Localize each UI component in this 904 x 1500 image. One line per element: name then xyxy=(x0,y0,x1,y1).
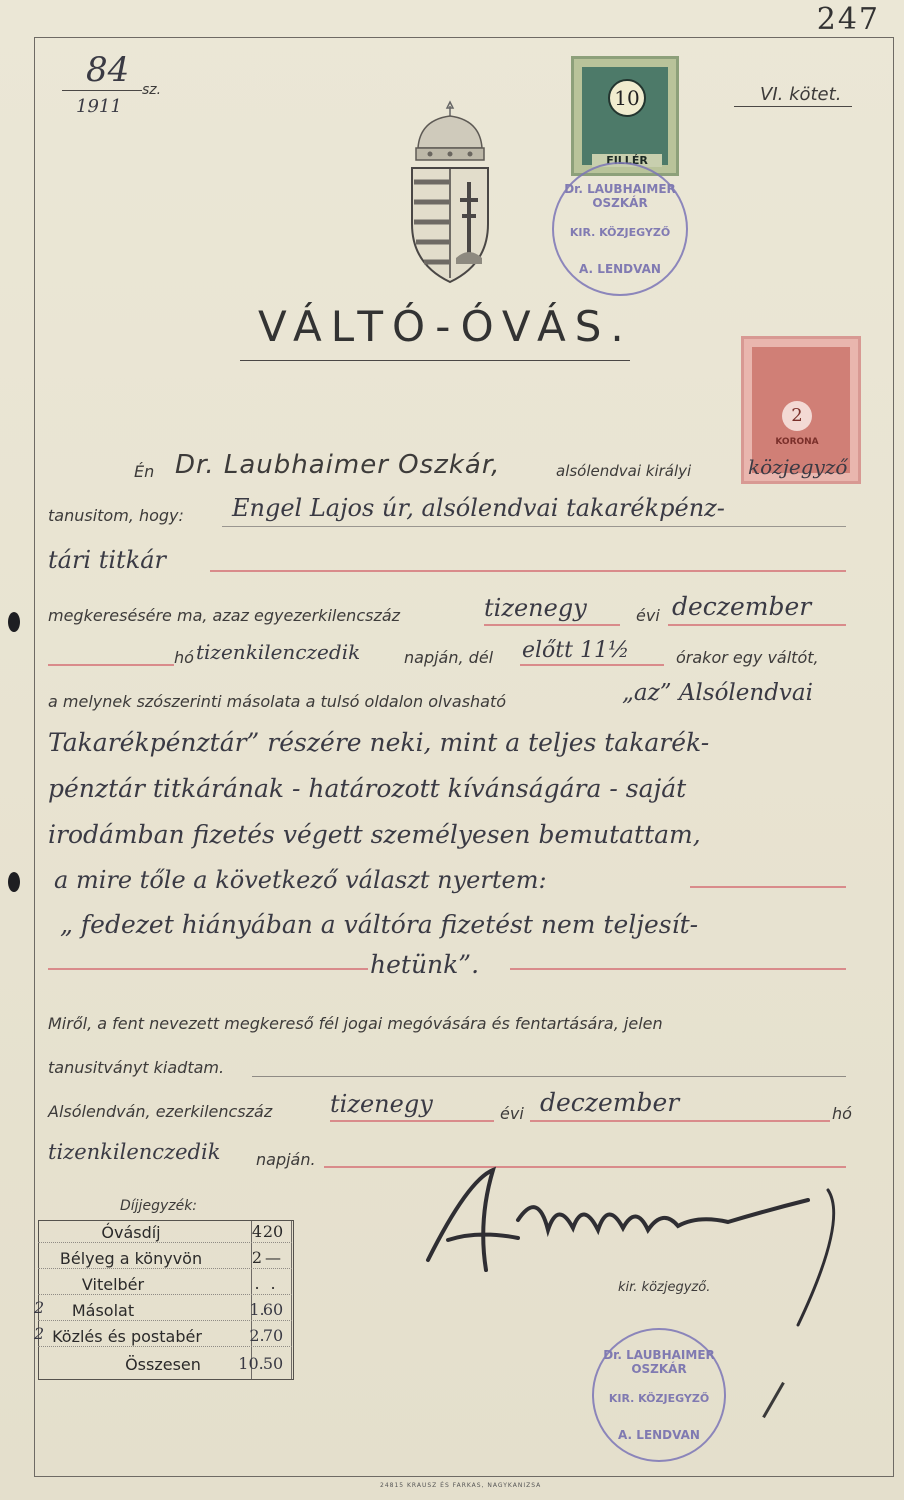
hand-year: tizenegy xyxy=(484,594,587,622)
table-row: 2 Másolat 1. 60 xyxy=(38,1298,292,1321)
text-ho: hó xyxy=(174,648,194,667)
coat-of-arms-icon xyxy=(400,96,500,292)
hand-line-12: hetünk”. xyxy=(370,950,480,979)
table-row-total: Összesen 10. 50 xyxy=(125,1354,284,1374)
signature-title: kir. közjegyző. xyxy=(618,1280,711,1295)
hand-date-day: tizenkilenczedik xyxy=(48,1140,221,1164)
hand-line-11: „ fedezet hiányában a váltóra fizetést nem teljesít- xyxy=(60,910,699,939)
text-place-ho: hó xyxy=(832,1104,852,1123)
notary-name: Dr. Laubhaimer Oszkár, xyxy=(175,450,501,480)
page-number: 247 xyxy=(816,2,880,37)
notary-seal-top: Dr. LAUBHAIMER OSZKÁR KIR. KÖZJEGYZŐ A. LENDVAN xyxy=(552,162,688,296)
hand-kozjegyzo: közjegyző xyxy=(748,455,848,479)
fee-rows xyxy=(34,1220,294,1380)
text-place-evi: évi xyxy=(500,1104,524,1123)
hand-line-7: Takarékpénztár” részére neki, mint a teljes takarék- xyxy=(48,728,710,757)
table-row: 2 Közlés és postabér 2. 70 xyxy=(38,1324,292,1347)
printer-imprint: 24815 KRAUSZ ÉS FARKAS, NAGYKANIZSA xyxy=(380,1482,542,1489)
document-title: VÁLTÓ-ÓVÁS. xyxy=(258,302,633,351)
text-evi: évi xyxy=(636,606,660,625)
hand-place-month: deczember xyxy=(540,1088,680,1117)
stamp-value: 2 xyxy=(782,401,812,431)
protocol-year: 1911 xyxy=(76,96,122,117)
hand-time: előtt 11½ xyxy=(522,638,630,663)
sz-label: sz. xyxy=(142,82,162,98)
hand-month: deczember xyxy=(672,592,812,621)
hand-line-9: irodámban fizetés végett személyesen bemutattam, xyxy=(48,820,701,849)
table-row: Óvásdíj 4 20 xyxy=(38,1220,292,1243)
revenue-stamp-10-filler xyxy=(571,56,679,176)
hand-line-10: a mire tőle a következő választ nyertem: xyxy=(54,866,547,894)
text-date-napjan: napján. xyxy=(256,1150,316,1169)
fee-table-heading: Díjjegyzék: xyxy=(120,1198,198,1214)
text-megkeresesere: megkeresésére ma, azaz egyezerkilencszáz xyxy=(48,606,401,625)
text-tanusitom: tanusitom, hogy: xyxy=(48,506,184,525)
table-row: Bélyeg a könyvön 2 — xyxy=(38,1246,292,1269)
volume-label: VI. kötet. xyxy=(760,84,842,105)
table-row: Vitelbér . . xyxy=(38,1272,292,1295)
closing-line-1: Miről, a fent nevezett megkereső fél jogai megóvására és fentartására, jelen xyxy=(48,1014,663,1033)
text-en: Én xyxy=(134,462,155,481)
text-alsolendvan: Alsólendván, ezerkilencszáz xyxy=(48,1102,273,1121)
hand-title: tári titkár xyxy=(48,546,167,574)
hand-payee: „az” Alsólendvai xyxy=(622,680,813,706)
stamp-value: 10 xyxy=(608,79,646,117)
stamp-label: FILLÉR xyxy=(592,154,662,167)
binding-hole xyxy=(8,872,20,892)
text-orakor: órakor egy váltót, xyxy=(676,648,819,667)
text-masolata: a melynek szószerinti másolata a tulsó oldalon olvasható xyxy=(48,692,507,711)
hand-day: tizenkilenczedik xyxy=(196,640,361,664)
binding-hole xyxy=(8,612,20,632)
hand-place-year: tizenegy xyxy=(330,1090,433,1118)
stamp-label: KORONA xyxy=(775,437,819,447)
notary-signature xyxy=(408,1160,858,1330)
hand-line-8: pénztár titkárának - határozott kívánságára - saját xyxy=(48,774,687,803)
closing-line-2: tanusitványt kiadtam. xyxy=(48,1058,225,1077)
text-napjan-del: napján, dél xyxy=(404,648,494,667)
protocol-number: 84 xyxy=(86,50,130,90)
text-kiralyi: alsólendvai királyi xyxy=(556,462,692,480)
hand-requester: Engel Lajos úr, alsólendvai takarékpénz- xyxy=(232,494,725,522)
notary-seal-bottom: Dr. LAUBHAIMER OSZKÁR KIR. KÖZJEGYZŐ A. LENDVAN xyxy=(592,1328,726,1462)
